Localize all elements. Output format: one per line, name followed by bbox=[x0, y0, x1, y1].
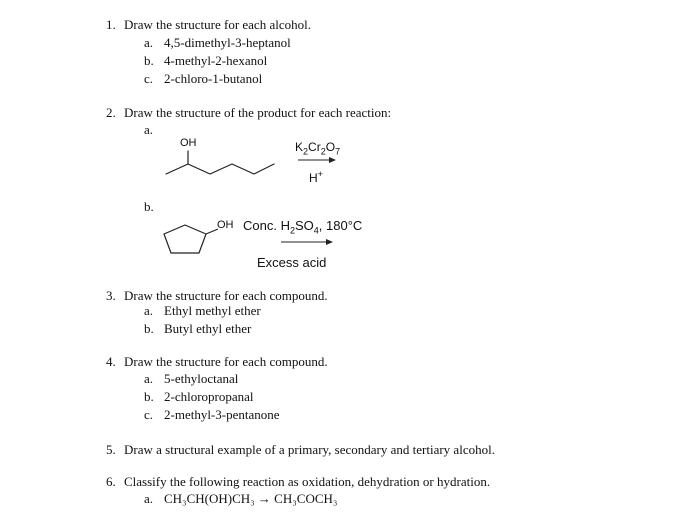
q3a-letter: a. bbox=[144, 303, 154, 318]
q2a-reagent-k-sub: 2 bbox=[303, 146, 309, 157]
q1c-text: 2-chloro-1-butanol bbox=[164, 71, 263, 86]
q6-text: Classify the following reaction as oxidation, dehydration or hydration. bbox=[124, 474, 491, 489]
q2a-letter: a. bbox=[144, 122, 154, 137]
q6a-letter: a. bbox=[144, 491, 154, 506]
q3b-text: Butyl ethyl ether bbox=[164, 321, 252, 336]
q4a-text: 5-ethyloctanal bbox=[164, 371, 239, 386]
q2b-reagent-so: SO bbox=[294, 218, 314, 233]
q4-number: 4. bbox=[106, 354, 116, 369]
q1-number: 1. bbox=[106, 17, 116, 32]
q4c-text: 2-methyl-3-pentanone bbox=[164, 407, 280, 422]
q1c-letter: c. bbox=[144, 71, 154, 86]
q2-text: Draw the structure of the product for each reaction: bbox=[124, 105, 392, 120]
q4c-letter: c. bbox=[144, 407, 154, 422]
q2b-letter: b. bbox=[144, 199, 154, 214]
q3-number: 3. bbox=[106, 288, 116, 303]
q2b-reagent-suffix: , 180°C bbox=[318, 218, 363, 233]
q2-number: 2. bbox=[106, 105, 116, 120]
q2a-reagent-cr: Cr bbox=[308, 140, 321, 154]
q4b-letter: b. bbox=[144, 389, 154, 404]
q2a-reagent-k: K bbox=[295, 140, 304, 154]
q1a-letter: a. bbox=[144, 35, 154, 50]
q2b-reagent-so-sub: 4 bbox=[313, 225, 319, 236]
q2b-reagent-prefix: Conc. H bbox=[243, 218, 290, 233]
q2a-oh-label: OH bbox=[180, 137, 197, 149]
q4-text: Draw the structure for each compound. bbox=[124, 354, 328, 369]
q2a-reagent-o: O bbox=[325, 140, 336, 154]
q5-text: Draw a structural example of a primary, secondary and tertiary alcohol. bbox=[124, 442, 495, 457]
q5-number: 5. bbox=[106, 442, 116, 457]
q1b-text: 4-methyl-2-hexanol bbox=[164, 53, 268, 68]
q1b-letter: b. bbox=[144, 53, 154, 68]
q6a-text: CH₃CH(OH)CH₃ → CH₃COCH₃ bbox=[164, 491, 338, 506]
q2b-reagent-bottom: Excess acid bbox=[257, 255, 327, 270]
q4a-letter: a. bbox=[144, 371, 154, 386]
q3b-letter: b. bbox=[144, 321, 154, 336]
q1a-text: 4,5-dimethyl-3-heptanol bbox=[164, 35, 291, 50]
q2a-reagent-cr-sub: 2 bbox=[320, 146, 326, 157]
q2a-reagent-h-sup: + bbox=[317, 169, 323, 179]
q2a-reagent-h: H bbox=[309, 171, 318, 185]
q2b-oh-label: OH bbox=[217, 219, 234, 231]
q1-text: Draw the structure for each alcohol. bbox=[124, 17, 311, 32]
q2b-reagent-h-sub: 2 bbox=[289, 225, 295, 236]
q4b-text: 2-chloropropanal bbox=[164, 389, 254, 404]
q6-number: 6. bbox=[106, 474, 116, 489]
q3-text: Draw the structure for each compound. bbox=[124, 288, 328, 303]
q2a-reagent-o-sub: 7 bbox=[335, 146, 341, 157]
q3a-text: Ethyl methyl ether bbox=[164, 303, 261, 318]
